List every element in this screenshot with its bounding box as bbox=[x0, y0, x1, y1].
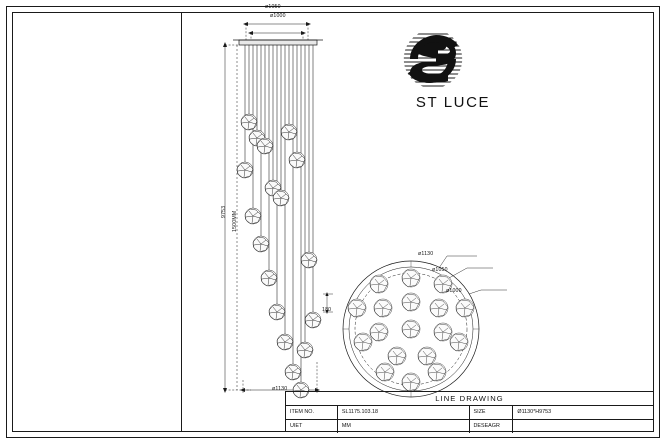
item-no-label: ITEM NO. bbox=[286, 406, 338, 419]
dim-drop-length: 1500MM bbox=[232, 210, 238, 232]
title-block-row bbox=[286, 406, 653, 420]
dim-plan-mid: ø1050 bbox=[432, 267, 448, 273]
dim-plan-inner: ø1000 bbox=[446, 288, 462, 294]
item-no-value: SL1175.103.18 bbox=[338, 406, 470, 419]
brand-name: ST LUCE bbox=[415, 94, 491, 111]
dim-bottom-spread: ø1130 bbox=[272, 386, 288, 392]
unit-value: MM bbox=[338, 420, 470, 434]
title-block-heading: LINE DRAWING bbox=[286, 392, 653, 406]
dim-plan-outer: ø1130 bbox=[418, 251, 434, 257]
dim-top-outer: ø1050 bbox=[265, 4, 281, 10]
size-label: SIZE bbox=[470, 406, 514, 419]
plan-view bbox=[343, 256, 507, 397]
dim-top-inner: ø1000 bbox=[270, 13, 286, 19]
title-block-row bbox=[286, 420, 653, 434]
size-value: Ø1130*H9753 bbox=[517, 409, 552, 416]
designer-label: DESEAGR bbox=[470, 420, 514, 434]
dim-shade-size: 180 bbox=[322, 307, 332, 313]
designer-value bbox=[513, 420, 653, 434]
elevation-view bbox=[181, 12, 654, 432]
dim-total-height: 9753 bbox=[221, 205, 227, 218]
unit-label: UIET bbox=[286, 420, 338, 434]
title-block bbox=[285, 391, 654, 432]
